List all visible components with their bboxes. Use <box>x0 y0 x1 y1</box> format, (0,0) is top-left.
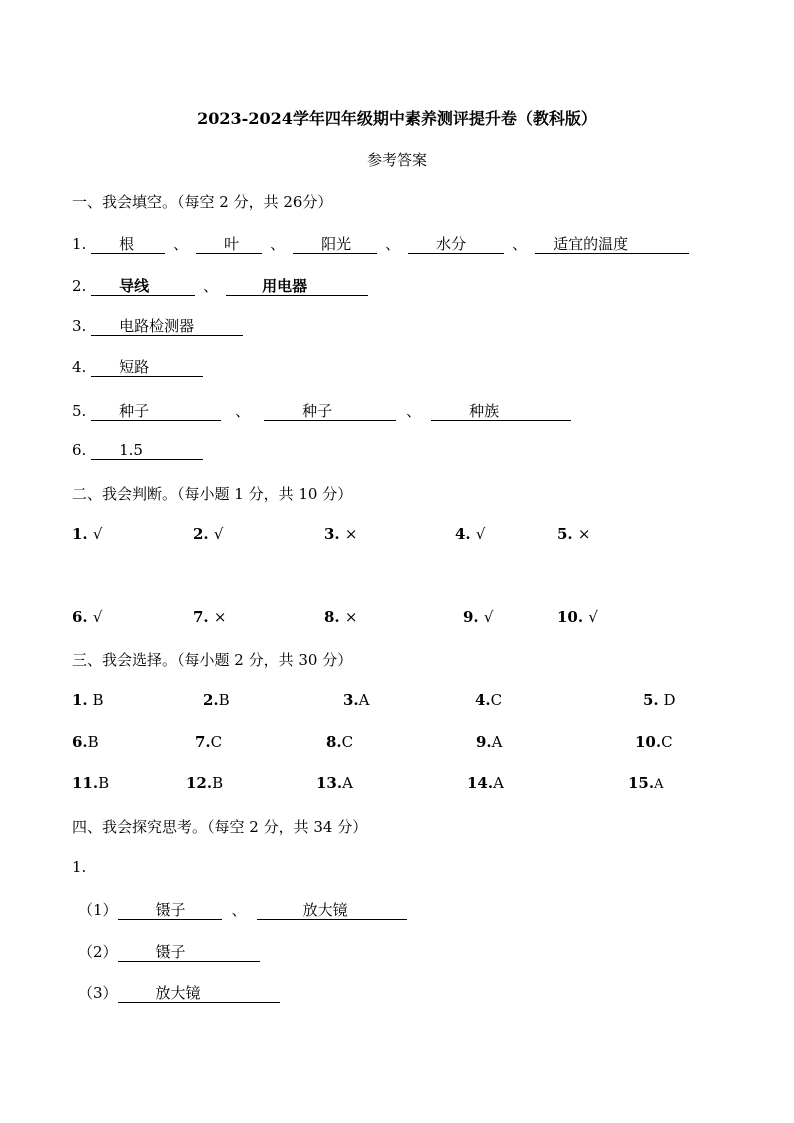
question-number: （2） <box>78 943 118 961</box>
section-judge-heading: 二、我会判断。（每小题 1 分，共 10 分） <box>72 485 353 503</box>
choice-item: 4.C <box>475 691 503 709</box>
section-explore-heading: 四、我会探究思考。（每空 2 分，共 34 分） <box>72 818 368 836</box>
fill-q3 <box>72 317 243 336</box>
choice-item: 14.A <box>467 774 504 792</box>
answer-blank: 1.5 <box>91 441 203 460</box>
page-title: 2023-2024学年四年级期中素养测评提升卷（教科版） <box>197 109 597 128</box>
choice-item: 3.A <box>343 691 370 709</box>
section-choice-heading: 三、我会选择。（每小题 2 分，共 30 分） <box>72 651 353 669</box>
answer-blank: 种族 <box>431 402 571 421</box>
explore-q1-part3 <box>78 982 280 1003</box>
judge-item: 3. × <box>324 525 358 543</box>
question-number: 5. <box>72 402 87 420</box>
fill-q2: 2. 导线 、 用电器 <box>72 275 368 296</box>
fill-q1: 1. 根 、 叶 、 阳光 、 水分 、 适宜的温度 <box>72 233 689 254</box>
explore-q1-part1: （1） 镊子 、 放大镜 <box>78 899 407 920</box>
fill-q5: 5. 种子 、 种子 、 种族 <box>72 400 571 421</box>
answer-blank: 叶 <box>196 235 262 254</box>
judge-item: 4. √ <box>455 525 486 543</box>
question-number: 3. <box>72 317 87 335</box>
judge-item: 7. × <box>193 608 227 626</box>
question-number: （3） <box>78 984 118 1002</box>
answer-blank: 用电器 <box>226 277 368 296</box>
choice-item: 10.C <box>635 733 673 751</box>
question-number: 4. <box>72 358 87 376</box>
section-fill-heading: 一、我会填空。（每空 2 分，共 26分） <box>72 193 333 211</box>
choice-item: 5. D <box>643 691 676 709</box>
answer-blank: 镊子 <box>118 901 222 920</box>
judge-item: 2. √ <box>193 525 224 543</box>
question-number: （1） <box>78 901 118 919</box>
choice-item: 11.B <box>72 774 110 792</box>
question-number: 6. <box>72 441 87 459</box>
answer-blank: 放大镜 <box>118 984 280 1003</box>
judge-item: 1. √ <box>72 525 103 543</box>
answer-blank: 种子 <box>264 402 396 421</box>
fill-q4 <box>72 358 203 377</box>
judge-item: 9. √ <box>463 608 494 626</box>
choice-item: 9.A <box>476 733 503 751</box>
choice-item: 1. B <box>72 691 104 709</box>
choice-item: 7.C <box>195 733 223 751</box>
answer-blank: 镊子 <box>118 943 260 962</box>
answer-blank: 放大镜 <box>257 901 407 920</box>
answer-blank: 阳光 <box>293 235 377 254</box>
answer-blank: 适宜的温度 <box>535 235 689 254</box>
choice-item: 15.A <box>628 774 664 792</box>
answer-blank: 水分 <box>408 235 504 254</box>
explore-q1-number: 1. <box>72 858 87 876</box>
answer-blank: 导线 <box>91 277 195 296</box>
choice-item: 13.A <box>316 774 353 792</box>
judge-item: 5. × <box>557 525 591 543</box>
choice-item: 6.B <box>72 733 99 751</box>
judge-item: 8. × <box>324 608 358 626</box>
answer-blank: 种子 <box>91 402 221 421</box>
judge-item: 6. √ <box>72 608 103 626</box>
page-subtitle: 参考答案 <box>366 151 427 169</box>
answer-blank: 电路检测器 <box>91 317 243 336</box>
answer-blank: 根 <box>91 235 165 254</box>
judge-item: 10. √ <box>557 608 598 626</box>
explore-q1-part2 <box>78 941 260 962</box>
question-number: 1. <box>72 235 87 253</box>
fill-q6 <box>72 441 203 460</box>
question-number: 2. <box>72 277 87 295</box>
choice-item: 12.B <box>186 774 224 792</box>
choice-item: 2.B <box>203 691 230 709</box>
answer-blank: 短路 <box>91 358 203 377</box>
choice-item: 8.C <box>326 733 354 751</box>
